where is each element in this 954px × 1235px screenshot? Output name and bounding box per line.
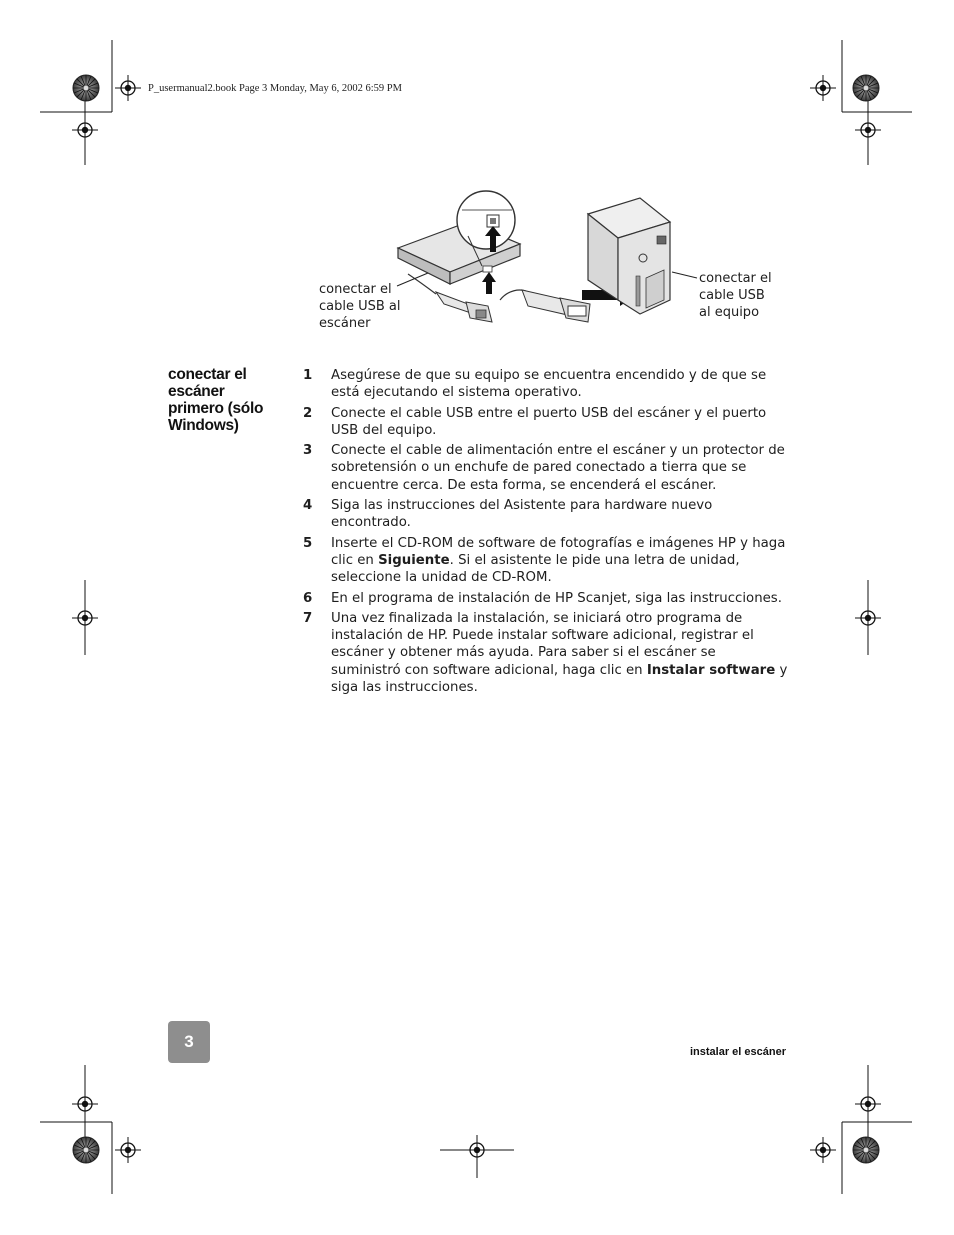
step-text-part: . Si el asistente le pide una letra de unidad, seleccione la unidad de CD-ROM. (331, 552, 740, 586)
page-number-tab (168, 1021, 210, 1063)
callout-computer: conectar el cable USB al equipo (699, 271, 772, 320)
list-item (303, 405, 788, 440)
step-text: Asegúrese de que su equipo se encuentra encendido y de que se está ejecutando el sistema operativo. (331, 368, 767, 401)
list-item (303, 367, 788, 402)
list-item (303, 535, 788, 587)
usb-a-connector-icon (500, 290, 590, 322)
step-number: 4 (303, 498, 313, 514)
book-header: P_usermanual2.book Page 3 Monday, May 6, 2002 6:59 PM (148, 83, 402, 94)
step-text: Siga las instrucciones del Asistente para hardware nuevo encontrado. (331, 498, 713, 531)
arrow-icon (482, 272, 496, 294)
step-number: 1 (303, 368, 313, 383)
step-text-part: Una vez finalizada la instalación, se iniciará otro programa de instalación de HP. Puede instalar software adicional, registrar el escáner y obtener más ayuda. Para saber si el escáner se suministró con software adicional, haga clic en (331, 610, 754, 678)
page-number: 3 (184, 1032, 194, 1051)
step-text: En el programa de instalación de HP Scanjet, siga las instrucciones. (331, 590, 782, 606)
step-text (331, 535, 788, 587)
step-text-part: Inserte el CD-ROM de software de fotografías e imágenes HP y haga clic en (331, 535, 786, 568)
step-number: 2 (303, 405, 313, 421)
callout-scanner: conectar el cable USB al escáner (319, 282, 401, 331)
step-number: 7 (303, 610, 313, 626)
steps-list (303, 367, 788, 699)
step-number: 3 (303, 443, 313, 459)
step-text: Conecte el cable de alimentación entre el escáner y un protector de sobretensión o un enchufe de pared conectado a tierra que se encuentre cerca. De esta forma, se encenderá el escáner. (331, 443, 785, 493)
list-item (303, 590, 788, 607)
list-item (303, 497, 788, 532)
step-text: Conecte el cable USB entre el puerto USB del escáner y el puerto USB del equipo. (331, 405, 767, 438)
step-number: 6 (303, 590, 313, 606)
step-number: 5 (303, 535, 313, 551)
button-name-siguiente: Siguiente (378, 552, 450, 568)
list-item (303, 610, 788, 696)
list-item (303, 442, 788, 494)
running-footer: instalar el escáner (689, 1046, 786, 1058)
step-text-part: y siga las instrucciones. (331, 662, 788, 696)
section-title: conectar el escáner primero (sólo Windows) (168, 366, 264, 434)
step-text (331, 610, 788, 696)
button-name-instalar-software: Instalar software (646, 662, 776, 678)
